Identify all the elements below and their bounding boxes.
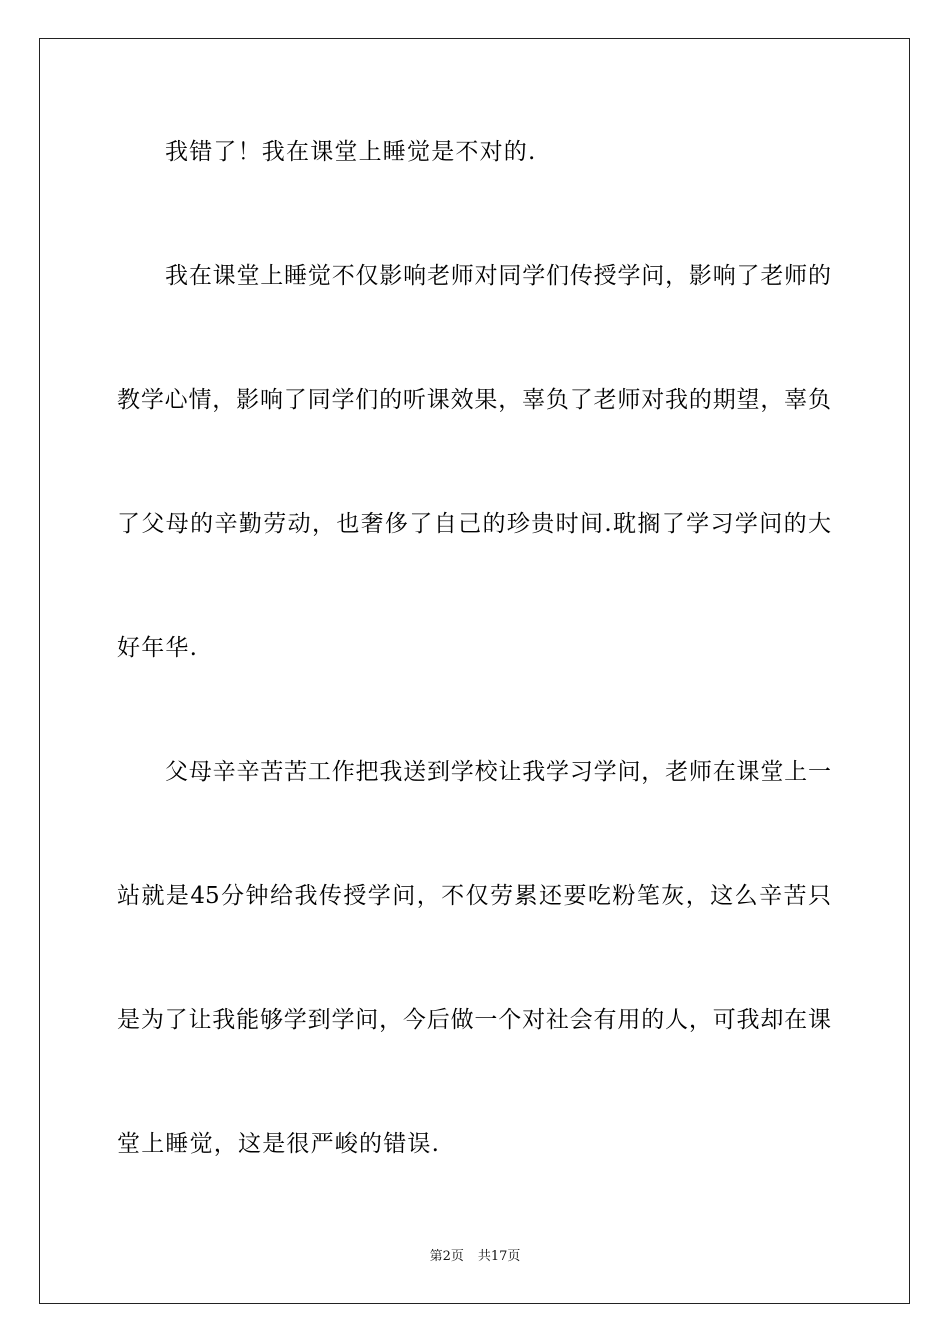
paragraph-3-line-2: 站就是45分钟给我传授学问，不仅劳累还要吃粉笔灰，这么辛苦只 <box>117 883 831 909</box>
paragraph-3-line-1: 父母辛辛苦苦工作把我送到学校让我学习学问，老师在课堂上一 <box>165 759 831 785</box>
page-footer <box>0 1248 950 1266</box>
page-total: 共17页 <box>477 1249 521 1264</box>
page-frame <box>39 38 910 1304</box>
paragraph-2-line-2: 教学心情，影响了同学们的听课效果，辜负了老师对我的期望，辜负 <box>117 387 831 413</box>
paragraph-3-line-4: 堂上睡觉，这是很严峻的错误. <box>117 1131 441 1157</box>
paragraph-2-line-3: 了父母的辛勤劳动，也奢侈了自己的珍贵时间.耽搁了学习学问的大 <box>117 511 831 537</box>
paragraph-1-line-1: 我错了！我在课堂上睡觉是不对的. <box>165 139 537 165</box>
page-number: 第2页 <box>429 1249 464 1264</box>
paragraph-2-line-1: 我在课堂上睡觉不仅影响老师对同学们传授学问，影响了老师的 <box>165 263 831 289</box>
paragraph-3-line-3: 是为了让我能够学到学问，今后做一个对社会有用的人，可我却在课 <box>117 1007 831 1033</box>
paragraph-2-line-4: 好年华. <box>117 635 199 661</box>
